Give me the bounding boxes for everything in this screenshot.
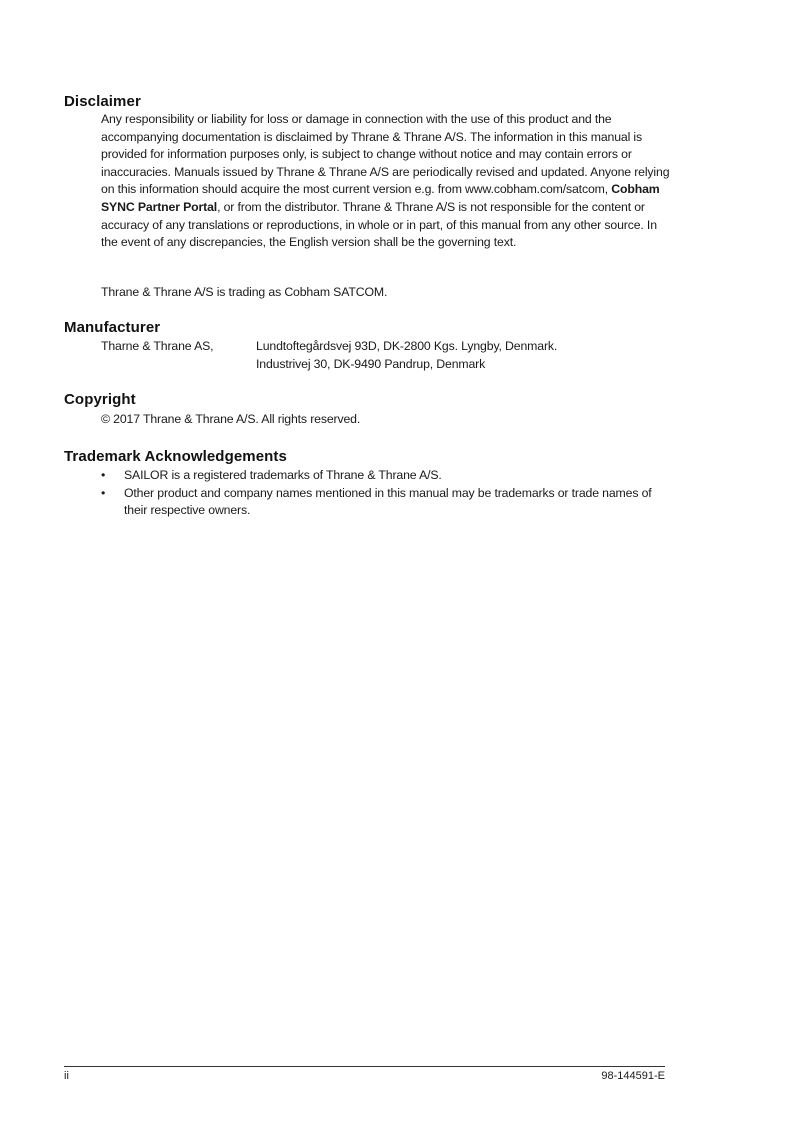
copyright-text: © 2017 Thrane & Thrane A/S. All rights reserved. <box>101 412 361 426</box>
trademark-item-text: SAILOR is a registered trademarks of Thrane & Thrane A/S. <box>124 468 442 482</box>
list-item <box>101 485 671 520</box>
list-item <box>101 467 671 485</box>
footer-divider <box>64 1066 665 1067</box>
bullet-icon: • <box>101 468 106 482</box>
trademarks-list <box>101 467 671 520</box>
disclaimer-paragraph <box>101 111 671 252</box>
trading-note: Thrane & Thrane A/S is trading as Cobham SATCOM. <box>101 285 388 299</box>
copyright-heading: Copyright <box>64 391 136 408</box>
manufacturer-name: Tharne & Thrane AS, <box>101 339 214 353</box>
bullet-icon: • <box>101 485 106 500</box>
disclaimer-heading: Disclaimer <box>64 93 141 110</box>
disclaimer-text-part-2: , or from the distributor. Thrane & Thrane A/S is not responsible for the content or accuracy of any translations or reproductions, in whole or in part, of this manual from any other source. In the event of any discrepancies, the English version shall be the governing text. <box>101 199 657 250</box>
manufacturer-heading: Manufacturer <box>64 319 161 336</box>
document-number: 98-144591-E <box>601 1070 665 1082</box>
trademarks-heading: Trademark Acknowledgements <box>64 448 287 465</box>
manufacturer-address-line-1: Lundtoftegårdsvej 93D, DK-2800 Kgs. Lyngby, Denmark. <box>256 339 558 353</box>
partner-portal-name: Cobham SYNC Partner Portal <box>101 182 660 214</box>
disclaimer-text-part-1: Any responsibility or liability for loss or damage in connection with the use of this product and the accompanying documentation is disclaimed by Thrane & Thrane A/S. The information in this manual is provided for information purposes only, is subject to change without notice and may contain errors or inaccuracies. Manuals issued by Thrane & Thrane A/S are periodically revised and updated. Anyone relying on this information should acquire the most current version e.g. from www.cobham.com/satcom, <box>101 112 670 197</box>
manufacturer-address-line-2: Industrivej 30, DK-9490 Pandrup, Denmark <box>256 357 486 371</box>
trademark-item-text: Other product and company names mentioned in this manual may be trademarks or trade names of their respective owners. <box>124 485 652 518</box>
page-number: ii <box>64 1070 69 1082</box>
